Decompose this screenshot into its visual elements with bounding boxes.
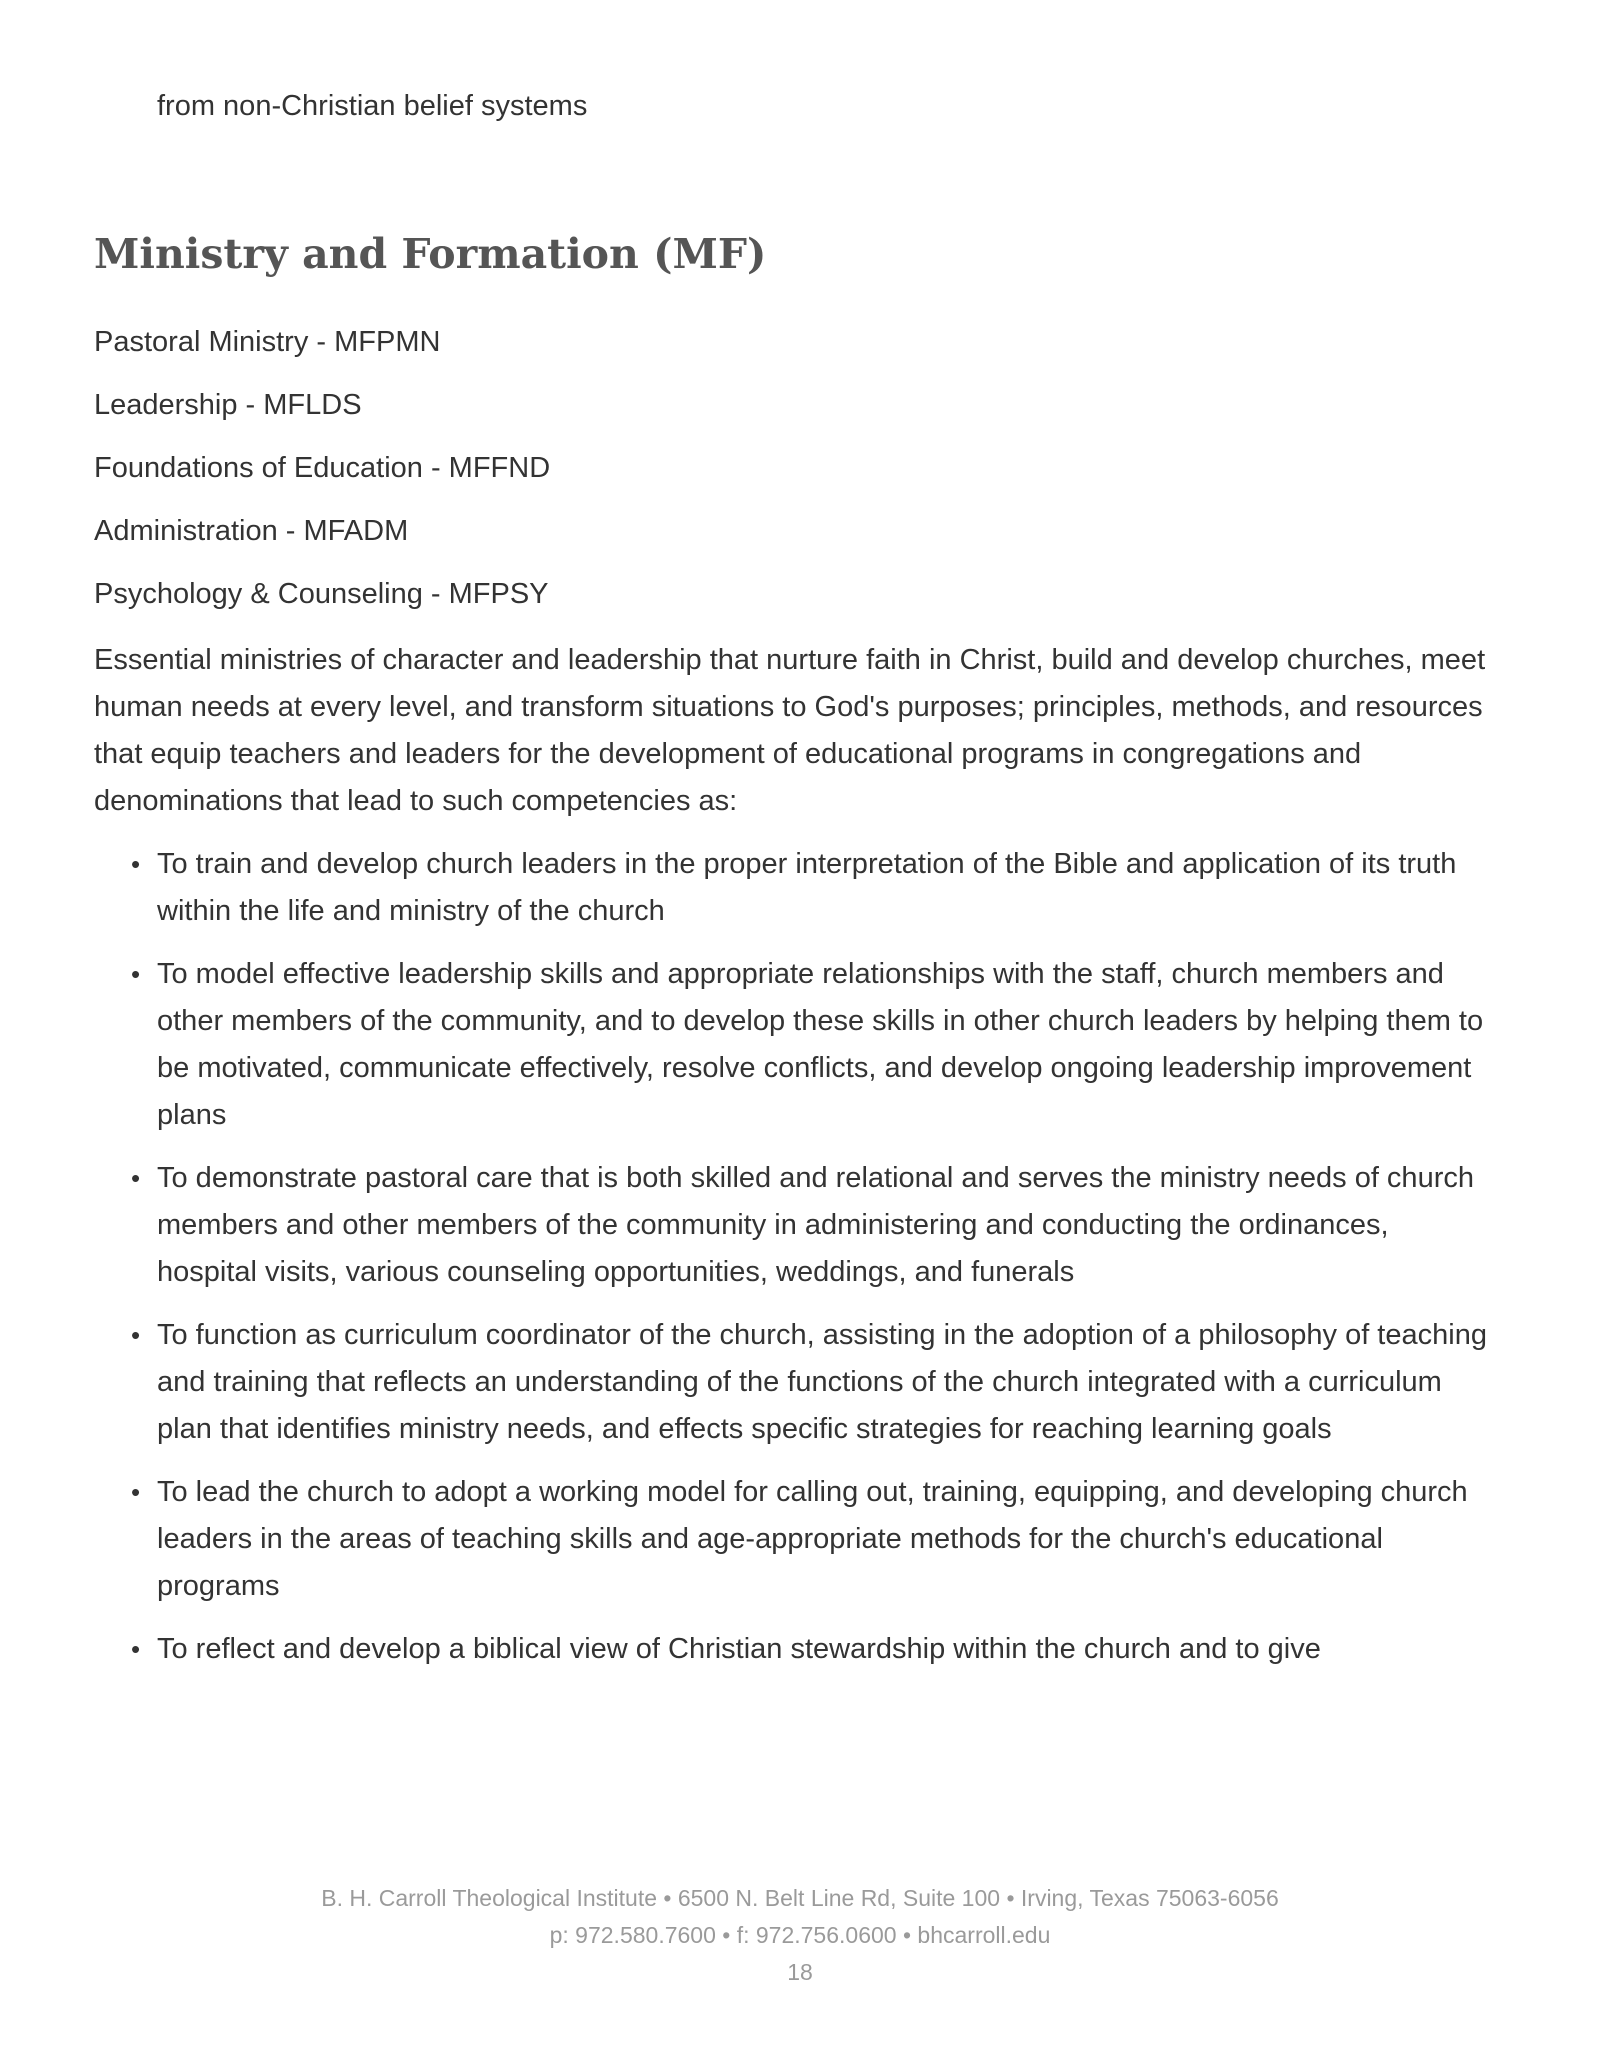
course-code-item: Leadership - MFLDS: [94, 389, 362, 421]
competency-item: [94, 841, 1494, 935]
page-number: 18: [787, 1959, 813, 1985]
page-footer: [0, 1880, 1600, 1991]
competency-text: To train and develop church leaders in the proper interpretation of the Bible and application of its truth within the life and ministry of the church: [157, 848, 1457, 927]
competency-text: To reflect and develop a biblical view of Christian stewardship within the church and to give: [157, 1633, 1321, 1665]
section-description: Essential ministries of character and leadership that nurture faith in Christ, build and develop churches, meet human needs at every level, and transform situations to God's purposes; principles, methods, and resources that equip teachers and leaders for the development of educational programs in congregations and denominations that lead to such competencies as:: [94, 644, 1486, 817]
competency-item: [94, 1469, 1494, 1610]
competency-item: [94, 1626, 1494, 1673]
competency-text: To model effective leadership skills and appropriate relationships with the staff, church members and other members of the community, and to develop these skills in other church leaders by helping them to be motivated, communicate effectively, resolve conflicts, and develop ongoing leadership improvement plans: [157, 958, 1484, 1131]
section-heading: Ministry and Formation (MF): [94, 230, 767, 278]
bullet-icon: •: [131, 1634, 141, 1664]
course-code-item: Administration - MFADM: [94, 515, 409, 547]
bullet-icon: •: [131, 1477, 141, 1507]
competency-item: [94, 1312, 1494, 1453]
course-code-item: Psychology & Counseling - MFPSY: [94, 578, 549, 610]
course-code-item: Pastoral Ministry - MFPMN: [94, 326, 441, 358]
course-code-item: Foundations of Education - MFFND: [94, 452, 551, 484]
competency-text: To demonstrate pastoral care that is both skilled and relational and serves the ministry needs of church members and other members of the community in administering and conducting the ordinances, hospital visits, various counseling opportunities, weddings, and funerals: [157, 1162, 1474, 1288]
carryover-text: from non-Christian belief systems: [157, 90, 588, 122]
competency-list: [94, 841, 1524, 1689]
course-code-list: [94, 322, 550, 637]
bullet-icon: •: [131, 1163, 141, 1193]
bullet-icon: •: [131, 959, 141, 989]
footer-address: B. H. Carroll Theological Institute • 6500 N. Belt Line Rd, Suite 100 • Irving, Texas 75063-6056: [321, 1885, 1279, 1911]
bullet-icon: •: [131, 849, 141, 879]
bullet-icon: •: [131, 1320, 141, 1350]
footer-contact: p: 972.580.7600 • f: 972.756.0600 • bhcarroll.edu: [549, 1922, 1051, 1948]
competency-text: To lead the church to adopt a working model for calling out, training, equipping, and developing church leaders in the areas of teaching skills and age-appropriate methods for the church's educational programs: [157, 1476, 1468, 1602]
competency-text: To function as curriculum coordinator of the church, assisting in the adoption of a philosophy of teaching and training that reflects an understanding of the functions of the church integrated with a curriculum plan that identifies ministry needs, and effects specific strategies for reaching learning goals: [157, 1319, 1487, 1445]
competency-item: [94, 1155, 1494, 1296]
competency-item: [94, 951, 1494, 1139]
